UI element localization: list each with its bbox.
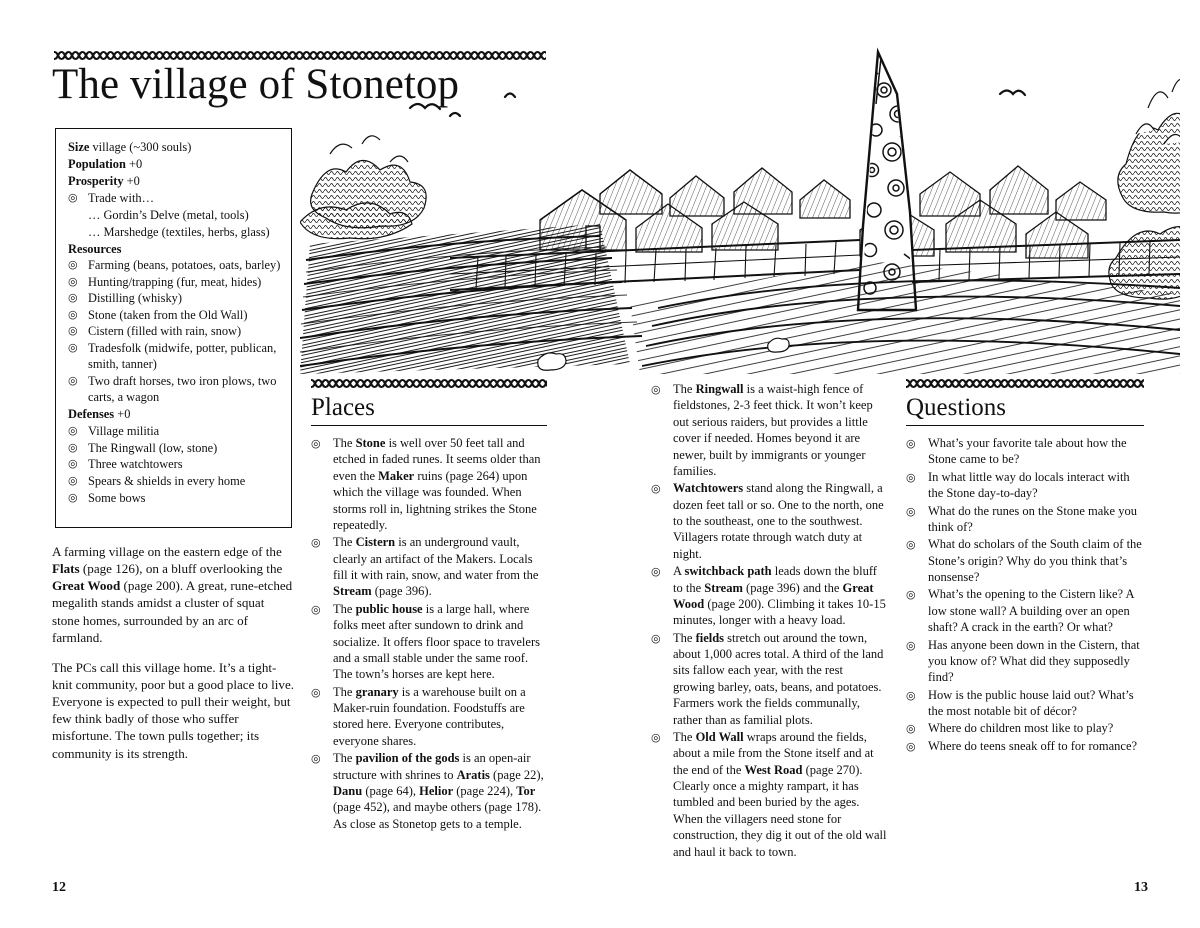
heading-rule: [906, 425, 1144, 426]
stat-resource-item-text: Two draft horses, two iron plows, two carts, a wagon: [88, 373, 277, 404]
question-entry-text: What’s the opening to the Cistern like? A low stone wall? A building over an open shaft? A crack in the earth? Or what?: [928, 587, 1134, 635]
bullet-icon: ◎: [68, 373, 78, 387]
question-entry: [906, 687, 1144, 720]
question-entry: [906, 586, 1144, 635]
bullet-icon: ◎: [68, 424, 78, 438]
stat-resource-item: [68, 307, 281, 323]
place-entry: [311, 435, 547, 533]
places-list-2: [651, 381, 887, 860]
bullet-icon: ◎: [311, 437, 321, 450]
stat-defense-item: [68, 456, 281, 472]
ploughed-fields-left: [300, 224, 642, 374]
stat-population-label: Population: [68, 157, 126, 172]
question-entry-text: What’s your favorite tale about how the Stone came to be?: [928, 436, 1127, 467]
place-entry-text: Watchtowers stand along the Ringwall, a dozen feet tall or so. One to the north, one to the southeast, one to the southwest. Villagers rotate through watch duty at night.: [673, 481, 884, 561]
village-statblock: [55, 128, 292, 528]
place-entry: [311, 684, 547, 750]
section-rope-rule: [906, 378, 1144, 389]
title-rope-rule: [54, 50, 546, 61]
place-entry-text: The pavilion of the gods is an open-air structure with shrines to Aratis (page 22), Danu (page 64), Helior (page 224), Tor (page 452), and maybe others (page 178). As close as Stonetop gets to a temple.: [333, 751, 544, 831]
bullet-icon: ◎: [68, 274, 78, 288]
place-entry: [651, 729, 887, 860]
place-entry: [651, 381, 887, 479]
place-entry-text: The public house is a large hall, where folks meet after sundown to drink and socialize. It offers floor space to travelers and a small stable under the same roof. The town’s horses are kept here.: [333, 601, 540, 682]
bullet-icon: ◎: [906, 722, 916, 736]
stat-resource-item: [68, 257, 281, 273]
place-entry: [311, 601, 547, 683]
stat-trade-label: Trade with…: [88, 191, 154, 206]
stat-size-label: Size: [68, 140, 90, 154]
page-title: The village of Stonetop: [52, 61, 460, 108]
stat-resource-item-text: Farming (beans, potatoes, oats, barley): [88, 257, 281, 272]
bullet-icon: ◎: [906, 504, 916, 518]
bullet-icon: ◎: [68, 341, 78, 354]
stat-defenses: [68, 406, 281, 422]
stat-defenses-list: [68, 423, 281, 506]
stat-defenses-label: Defenses: [68, 407, 115, 421]
bullet-icon: ◎: [651, 482, 661, 496]
question-entry: [906, 536, 1144, 585]
stat-defense-item-text: Spears & shields in every home: [88, 474, 246, 488]
shrubbery-left: [300, 136, 426, 239]
bullet-icon: ◎: [68, 307, 78, 321]
stat-defense-item-text: Some bows: [88, 490, 146, 505]
place-entry-text: The fields stretch out around the town, about 1,000 acres total. A third of the land sits fallow each year, with the rest growing barley, oats, beans, and potatoes. Farmers work the fields communally, rather than as familial plots.: [673, 630, 884, 727]
places-column-2: [651, 378, 887, 861]
bullet-icon: ◎: [651, 631, 661, 645]
shrubbery-right: [1109, 79, 1180, 299]
place-entry-text: The granary is a warehouse built on a Maker-ruin foundation. Foodstuffs are stored here. Everyone contributes, everyone shares.: [333, 684, 526, 748]
stat-trade-item: … Gordin’s Delve (metal, tools): [88, 208, 249, 222]
question-entry: [906, 720, 1144, 736]
stat-defense-item-text: Village militia: [88, 424, 160, 439]
places-heading: Places: [311, 394, 375, 421]
bullet-icon: ◎: [906, 538, 916, 552]
bullet-icon: ◎: [906, 638, 916, 652]
page-number-right: 13: [1134, 880, 1148, 895]
stat-size: [68, 139, 281, 155]
bullet-icon: ◎: [906, 739, 916, 753]
stat-resource-item: [68, 340, 281, 372]
stat-resource-item-text: Distilling (whisky): [88, 291, 182, 306]
place-entry: [311, 534, 547, 600]
bullet-icon: ◎: [906, 437, 916, 450]
bullet-icon: ◎: [68, 490, 78, 504]
place-entry-text: The Ringwall is a waist-high fence of fieldstones, 2-3 feet thick. It won’t keep out serious raiders, but provides a little cover if needed. Homes beyond it are newer, built by immigrants or younger families.: [673, 382, 873, 478]
bullet-icon: ◎: [311, 602, 321, 616]
place-entry-text: The Cistern is an underground vault, clearly an artifact of the Makers. Locals fill it with rain, snow, and water from the Stream (page 396).: [333, 535, 539, 599]
bullet-icon: ◎: [311, 536, 321, 550]
stat-prosperity: [68, 173, 281, 189]
stat-defense-item: [68, 490, 281, 506]
bullet-icon: ◎: [68, 291, 78, 305]
stat-defense-item-text: Three watchtowers: [88, 457, 183, 472]
stat-population-value: +0: [128, 157, 143, 172]
stat-resources-list: [68, 257, 281, 405]
birds-icon: [410, 91, 1025, 117]
stat-population: [68, 156, 281, 172]
bullet-icon: ◎: [906, 470, 916, 484]
stat-defenses-value: +0: [117, 407, 131, 421]
stat-trade-with: [68, 190, 281, 206]
bullet-icon: ◎: [68, 191, 78, 205]
stat-defense-item: [68, 473, 281, 489]
question-entry-text: How is the public house laid out? What’s the most notable bit of décor?: [928, 687, 1134, 718]
bullet-icon: ◎: [651, 730, 661, 744]
place-entry: [651, 563, 887, 629]
intro-paragraph-2: The PCs call this village home. It’s a tight-knit community, poor but a good place to live. Everyone is expected to pull their weight, but few think badly of those who suffer misfortune. The town pulls together; its community is its strength.: [52, 659, 295, 761]
bullet-icon: ◎: [651, 383, 661, 396]
bullet-icon: ◎: [311, 752, 321, 766]
question-entry: [906, 637, 1144, 686]
place-entry-text: The Old Wall wraps around the fields, about a mile from the Stone itself and at the end of the West Road (page 270). Clearly once a mighty rampart, it has tumbled and been buried by the ages. When the villagers need stone for construction, they dig it out of the old wall and haul it back to town.: [673, 729, 887, 859]
question-entry-text: What do the runes on the Stone make you think of?: [928, 503, 1137, 534]
question-entry-text: Has anyone been down in the Cistern, that you know of? What did they supposedly find?: [928, 637, 1140, 685]
page-number-left: 12: [52, 880, 66, 895]
question-entry-text: In what little way do locals interact with the Stone day-to-day?: [928, 469, 1130, 501]
place-entry: [651, 630, 887, 728]
places-list-1: [311, 435, 547, 832]
bullet-icon: ◎: [68, 324, 78, 338]
question-entry: [906, 435, 1144, 468]
stat-size-value: village (~300 souls): [92, 140, 192, 154]
stat-resource-item: [68, 274, 281, 290]
questions-heading: Questions: [906, 394, 1006, 421]
question-entry: [906, 738, 1144, 754]
stat-resource-item-text: Tradesfolk (midwife, potter, publican, smith, tanner): [88, 341, 277, 372]
bullet-icon: ◎: [311, 685, 321, 699]
questions-list: [906, 435, 1144, 754]
place-entry-text: The Stone is well over 50 feet tall and etched in faded runes. It seems older than even the Maker ruins (page 264) upon which the village was founded. When storms roll in, lightning strikes the Stone repeatedly.: [333, 436, 541, 532]
stat-trade-item: … Marshedge (textiles, herbs, glass): [88, 224, 270, 239]
question-entry: [906, 503, 1144, 536]
stat-prosperity-label: Prosperity: [68, 174, 124, 189]
places-column-1: [311, 378, 547, 833]
bullet-icon: ◎: [906, 588, 916, 602]
question-entry-text: Where do teens sneak off to for romance?: [928, 738, 1138, 753]
stat-resource-item: [68, 373, 281, 405]
questions-column: [906, 378, 1144, 755]
bullet-icon: ◎: [68, 440, 78, 454]
place-entry-text: A switchback path leads down the bluff to the Stream (page 396) and the Great Wood (page 200). Climbing it takes 10-15 minutes, longer with a heavy load.: [673, 564, 886, 628]
stat-resource-item-text: Cistern (filled with rain, snow): [88, 324, 242, 339]
stat-resource-item-text: Hunting/trapping (fur, meat, hides): [88, 274, 262, 289]
place-entry: [651, 480, 887, 562]
question-entry: [906, 469, 1144, 502]
section-rope-rule: [311, 378, 547, 389]
stat-defense-item: [68, 423, 281, 439]
stat-resources-label: Resources: [68, 241, 122, 256]
bullet-icon: ◎: [651, 565, 661, 579]
bullet-icon: ◎: [68, 257, 78, 271]
place-entry: [311, 750, 547, 832]
stat-defense-item: [68, 440, 281, 456]
cottage-cluster: [540, 166, 1106, 258]
heading-rule: [311, 425, 547, 426]
stat-resource-item-text: Stone (taken from the Old Wall): [88, 307, 248, 322]
stat-resource-item: [68, 290, 281, 306]
stat-resource-item: [68, 323, 281, 339]
bullet-icon: ◎: [906, 688, 916, 702]
stat-defense-item-text: The Ringwall (low, stone): [88, 440, 218, 455]
intro-paragraph-1: A farming village on the eastern edge of the Flats (page 126), on a bluff overlooking the Great Wood (page 200). A great, rune-etched megalith stands amidst a cluster of squat stone homes, surrounded by an arc of farmland.: [52, 544, 293, 645]
village-introduction: [52, 543, 295, 775]
question-entry-text: What do scholars of the South claim of the Stone’s origin? Why do you think that’s nonsense?: [928, 537, 1142, 584]
stat-prosperity-value: +0: [126, 174, 140, 189]
question-entry-text: Where do children most like to play?: [928, 721, 1114, 736]
bullet-icon: ◎: [68, 457, 78, 471]
bullet-icon: ◎: [68, 474, 78, 487]
